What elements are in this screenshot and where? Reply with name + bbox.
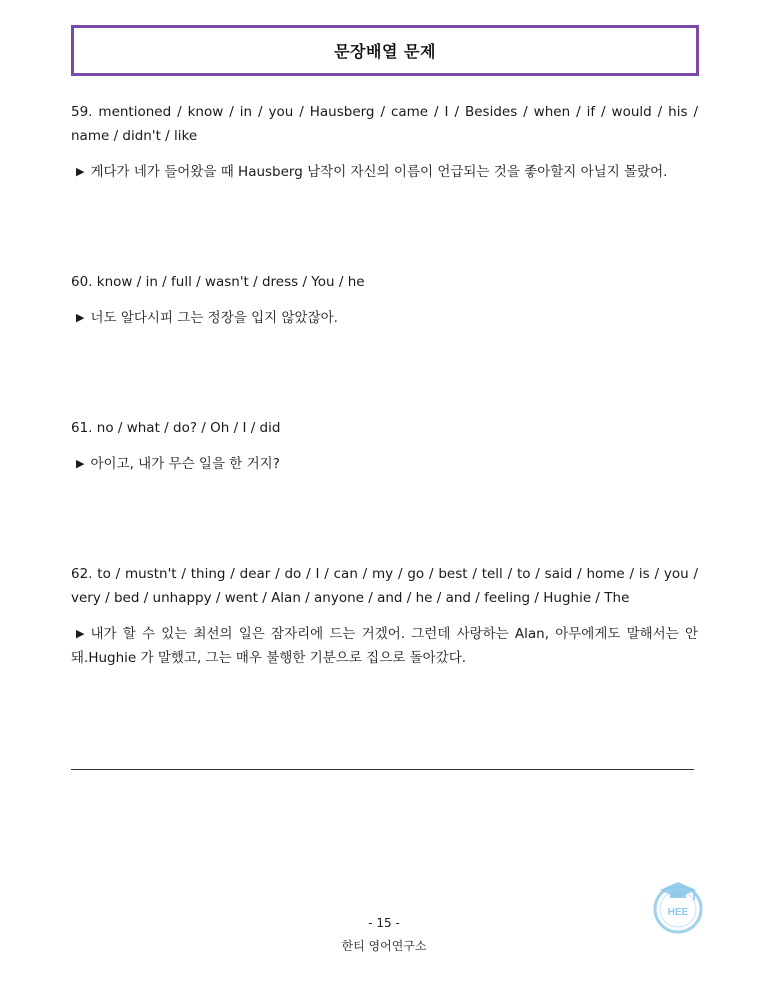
question-59	[71, 100, 698, 184]
title-box	[71, 25, 699, 76]
korean-text: 아이고, 내가 무슨 일을 한 거지?	[90, 456, 280, 472]
word-list: 61. no / what / do? / Oh / I / did	[71, 420, 281, 436]
page-title: 문장배열 문제	[334, 42, 436, 61]
page-number: - 15 -	[368, 916, 400, 930]
question-61	[71, 416, 698, 476]
word-list: 62. to / mustn't / thing / dear / do / I / can / my / go / best / tell / to / said / home / is / you / very / bed / unhappy / went / Alan / anyone / and / he / and / feeling / Hughie / The	[71, 566, 698, 606]
question-60	[71, 270, 698, 330]
word-list: 59. mentioned / know / in / you / Hausberg / came / I / Besides / when / if / would / his / name / didn't / like	[71, 104, 698, 144]
korean-text: 게다가 네가 들어왔을 때 Hausberg 남작이 자신의 이름이 언급되는 것을 좋아할지 아닐지 몰랐어.	[90, 164, 668, 180]
triangle-right-icon: ▶	[76, 311, 85, 324]
korean-translation	[71, 160, 698, 184]
korean-translation	[71, 452, 698, 476]
korean-text: 내가 할 수 있는 최선의 일은 잠자리에 드는 거겠어. 그런데 사랑하는 Alan, 아무에게도 말해서는 안 돼.Hughie 가 말했고, 그는 매우 불행한 기분으로 집으로 돌아갔다.	[71, 626, 698, 666]
footer-organization: 한티 영어연구소	[341, 939, 427, 953]
logo-text: HEE	[667, 907, 689, 918]
triangle-right-icon: ▶	[76, 457, 85, 470]
triangle-right-icon: ▶	[76, 627, 85, 640]
korean-translation	[71, 622, 698, 670]
korean-translation	[71, 306, 698, 330]
answer-divider-line	[71, 769, 694, 770]
triangle-right-icon: ▶	[76, 165, 85, 178]
korean-text: 너도 알다시피 그는 정장을 입지 않았잖아.	[90, 310, 338, 326]
word-list: 60. know / in / full / wasn't / dress / You / he	[71, 274, 365, 290]
question-62	[71, 562, 698, 670]
